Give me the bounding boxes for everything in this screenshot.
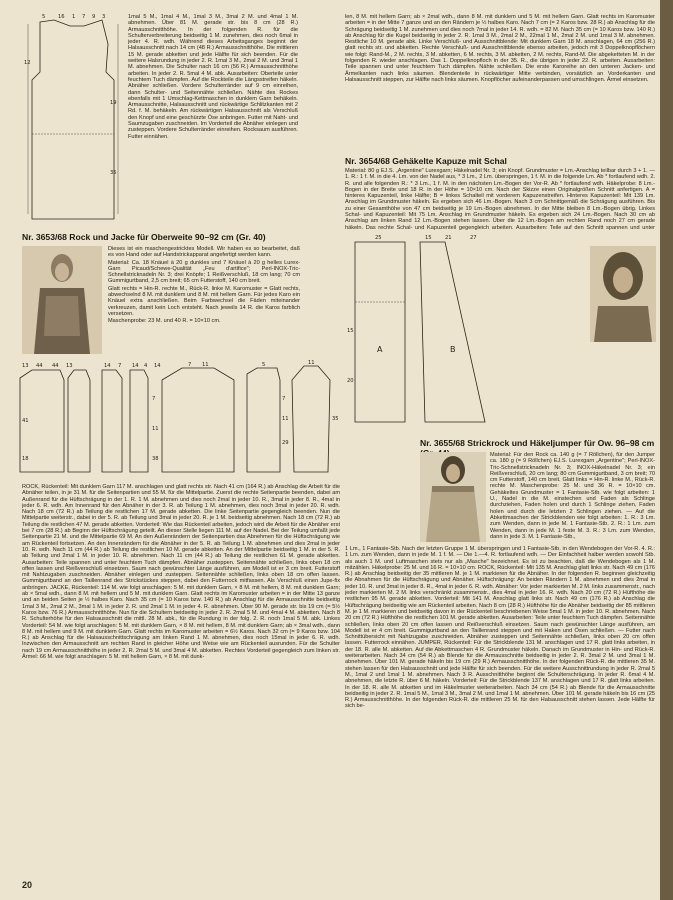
pullover-heading: Nr. 3655/68 Strickrock und Häkeljumper für Ow. 96–98 cm (420, 438, 655, 448)
lower-right-label-3: 29 (282, 440, 289, 446)
left-model-heading: Nr. 3653/68 Rock und Jacke für Oberweite 90–92 cm (Gr. 40) (22, 232, 266, 242)
hood-text: Material: 80 g EJ.S. „Argentine" Lurexgarn; Häkelnadel Nr. 3; ein Knopf. Grundmuster = Lm.-Anschlag teilbar durch 3 + 1. — 1. R.: 1 f. M. in die 4. Lm. von der Nadel aus, * 3 Lm., 2 Lm. überspringen, 1 f. M. in die folgende Lm. Ab * fortlaufend wdh. 2. R. und alle folgenden R.: * 3 Lm., 1 f. M. in den nächsten Lm.-Bogen der Vor-R. Ab * fortlaufend wdh. Häkelprobe: 8 Lm.-Bogen in der Breite und 18 R. in der Höhe = 10×10 cm. Nach der Skizze einen Originalgrößen Schnitt anfertigen. A = hinteres Kapuzenteil, linke Hälfte; B = linkes Schalteil mit vorderem Kapuzenstreifen. Hinteres Kapuzenteil: Mit 139 Lm. Anschlag im Grundmuster häkeln. Es ergeben sich 46 Lm.-Bogen. Nach 3 cm Schnittgemäß die Schrägung ausführen. Bis zu einer Gesamthöhe von 47 cm beidseitig je 19 Lm.-Bogen abnehmen. In der Mitte bleiben 8 Lm.-Bogen übrig. Linkes Schal- und Kapuzenteil: Mit 75 Lm. Anschlag im Grundmuster häkeln. Es ergeben sich 24 Lm.-Bogen. Nach 30 cm ab Anschlag am linken Rand 12 Lm.-Bogen stehen lassen. Über die 12 Lm.-Bogen am rechten Rand noch 27 cm gerade häkeln. Das rechte Schal- und Kapuzenteil gegengleich arbeiten. Ausarbeiten: Teile auf den Schnitt spannen und unter (345, 168, 655, 230)
diag-top-label-3: 1 (72, 14, 76, 20)
sleeve-label-4: 11 (308, 360, 315, 366)
top-left-text-column (128, 14, 298, 230)
pullover-intro-column (490, 452, 655, 544)
sleeve-label-3: 5 (262, 362, 266, 368)
left-bottom-text-column (22, 484, 340, 872)
left-model-text-column (108, 246, 300, 358)
diag-top-label-6: 3 (102, 14, 106, 20)
hood-diagram (345, 232, 495, 432)
skirt-mid-label-3: 14 (132, 363, 139, 369)
skirt-mid-label-4: 4 (144, 363, 148, 369)
top-pattern-diagram (22, 14, 122, 224)
diag-top-label-2: 16 (58, 14, 65, 20)
lower-mid-label-1: 7 (152, 396, 156, 402)
skirt-mid-label-2: 7 (118, 363, 122, 369)
hood-dim-1: 25 (375, 235, 382, 241)
left-model-pattern: Glatt rechts = Hin-R. rechte M., Rück-R. linke M. Karomuster = Glatt rechts, abwechselnd 8 M. mit dunklem und 8 M. mit hellem Garn. Für jedes Karo ein Knäuel extra anschließen. Beim Farbwechsel die Fäden miteinander verkreuzen, damit kein Loch entsteht. Nach jeweils 14 R. die Karos farblich versetzen. (108, 285, 300, 317)
diag-top-label-5: 9 (92, 14, 96, 20)
top-left-text: 1mal 5 M., 1mal 4 M., 1mal 3 M., 3mal 2 M. und 4mal 1 M. abnehmen. Über 81 M. gerade str. bis 8 cm (28 R.) Armausschnitthöhe. In der folgenden R. für die Schulterverbreiterung beidseitig 1 M. zunehmen, dies noch 6mal in jeder 4. R. wdh. Während dieses Arbeitsganges beginnt der Halsausschnitt nach 14 cm (48 R.) Armausschnitthöhe. Die mittleren 15 M. gerade abketten und jede Hälfte für sich beenden. Für die weitere Halsrundung in jeder 2. R. 1mal 3 M., 2mal 2 M. und 3mal 1 M. abnehmen. Die Schulter nach 16 cm (56 R.) Armausschnitthöhe arbeiten. In jeder 2. R. 5mal 4 M. abk. Ausarbeiten: Oberteile unter feuchtem Tuch dämpfen. Auf die Rockteile die Längsstreifen häkeln. Abnäher schließen. Vordere Schulterränder auf 9 cm einreihen, dann Schulter- und Seitennähte schließen. Nähte des Rockes ebenfalls mit 1 Umschlag-Kettmaschen in dunklem Garn behäkeln. Armausschnitte, Halsausschnitt und rückwärtige Schlitzkanten mit 2 Rd. f. M. behäkeln. Am rückwärtigen Halsausschnitt als Verschluß den Knopf und eine geschürzte Öse anbringen. Futter mit Naht- und Saumzugaben zuschneiden. Im Vorderteil die Abnäher einlegen und zusteppen. Vordere Schulterränder einreihen. Rocksaum ausführen. Futter einnähen. (128, 14, 298, 140)
left-model-heading-block (22, 232, 302, 242)
hood-dim-2: 15 (425, 235, 432, 241)
hood-part-a: A (377, 345, 383, 354)
diag-top-label-1: 5 (42, 14, 46, 20)
pullover-text: 1 Lm., 1 Fantasie-Stb. Nach der letzten Gruppe 1 M. überspringen und 1 Fantasie-Stb. in den Wendebogen der Vor-R. 4. R.: 1 Lm. zum Wenden, dann in jede M. 1 f. M. — Die 1.—4. R. fortlaufend wdh. — Der Einfachheit halber werden sowohl Stb. als auch 1 M. und Luftmaschen stets nur als „Masche" bezeichnet. Es ist zu beachten, daß die Wendebogen als 1 M. mitzählen. Häkelprobe: 25 M. und 16 R. = 10×10 cm. ROCK, Rückenteil: Mit 135 M. Anschlag glatt links str. Nach 49 cm (176 R.) ab Anschlag beidseitig der 35 mittleren M. je 1 M. markieren für die Abnäher. In der folgenden R. beginnen gleichzeitig die Abnahmen für die Hüftschrägung und Abnäher. Hüftschrägung: An beiden Rändern 1 M. abnehmen und dies 2mal in jeder 10. R. und 3mal in jeder 8. R., 4mal in jeder 6. R. wdh. Abnäher: Vor jeder markierten M. 2 M. links zusammenstr., nach jeder markierten M. 2 M. links verschränkt zusammenstr., dies 4mal in jeder 16. R. wdh. Nach 20 cm (72 R.) Hüfthöhe die restlichen 95 M. gerade abketten. Vorderteil: Mit 141 M. Anschlag glatt links str. Nach 49 cm (176 R.) ab Anschlag die Hüftschrägung beidseitig wie am Rückenteil arbeiten. Nach 8 cm (28 R.) Hüfthöhe für die Abnäher beidseitig der 85 mittleren M. je 1 M. markieren und beidseitig davon in der Rückenteil beschriebenen Weise 5mal 1 M. in jeder 10. R. abnehmen. Nach 20 cm (72 R.) Hüfthöhe die restlichen 101 M. gerade abketten. Ausarbeiten: Teile unter feuchtem Tuch dämpfen. Seitennähte schließen, links oben 20 cm offen lassen und Reißverschluß einsetzen. Saum nach gewünschter Länge ausführen, am Modell ist er 4 cm breit. Gummigurtband an den Taillenrand steppen und mit Haken und Ösen schließen. — Futter nach Schnittübersicht mit Nahtzugabe zuschneiden. Abnäher zusteppen und Seitennähte schließen, links oben 20 cm offen lassen. Futterrock einnähen. JUMPER, Rückenteil: Für die Strickblende 131 M. anschlagen und 17 R. glatt links arbeiten, in der 18. R. alle M. abketten. Auf die Abkettmaschen 4 R. Grundmuster häkeln. Danach im Grundmuster in Hin- und Rück-R. weiterarbeiten. Nach 34 cm (54 R.) ab Blende für die Armausschnitte beidseitig in jeder 2. R. 3mal 2 M. und 3mal 1 M. abnehmen. Über 101 M. gerade häkeln bis 19 cm (29 R.) Armausschnitthöhe. In der folgenden Rück-R. die mittleren 35 M. stehen lassen für den Halsausschnitt und jede Hälfte für sich beenden. Für die weitere Ausschnittrundung in jeder R. 2mal 5 M., 1mal 2 und 1mal 1 M. abnehmen. Nach 3 R. Ausschnitthöhe beginnt die Schulterschrägung. In jeder R. 6mal 4 M. abnehmen, die letzte R. über 6 M. häkeln. Vorderteil: Für die Strickblende 137 M. anschlagen und 17 R. glatt links arbeiten. In der 18. R. alle M. abketten und im Häkelmuster weiterarbeiten. Nach 34 cm (54 R.) ab Blende für die Armausschnitte beidseitig in jeder 2. R. 1mal 5 M., 1mal 3 M., 3mal 2 M. und 1mal 1 M. abnehmen. Über 101 M. gerade häkeln bis 16 cm (25 R.) Armausschnitthöhe. In der folgenden Rück-R. die mittleren 25 M. für den Halsausschnitt stehen lassen. Jede Hälfte für sich be- (345, 546, 655, 710)
page-edge-shadow (660, 0, 673, 900)
hood-part-b: B (450, 345, 456, 354)
right-top-text: len, 8 M. mit hellem Garn; ab × 2mal wdh., dann 8 M. mit dunklem und 5 M. mit hellem Garn. Glatt rechts im Karomuster arbeiten = in der Mitte 7 ganze und an den Rändern je ½ halbes Karo. Nach 7 cm (= 2 Karos bzw. 28 R.) ab Anschlag für die Schrägung beidseitig 1 M. zunehmen und dies noch 7mal in jeder 14. R. wdh. = 82 M. Nach 35 cm (= 10 Karos bzw. 140 R.) ab Anschlag für die Kugel beidseitig in jeder 2. R. 1mal 3 M., 2mal 2 M., 22mal 1 M., 2mal 2 M. und 1mal 3 M. abnehmen. Restliche 10 M. gerade abk. Linke Verschluß- und Ausschnittblende: Mit dunklem Garn 18 M. anschlagen, 64 cm (256 R.) glatt rechts str. und abketten. Rechte Verschluß- und Ausschnittblende ebenso arbeiten, jedoch mit 3 Doppelknopflöchern wie folgt: Rand-M., 2 M. rechts, 3 M. abketten, 6 M. rechts, 3 M. abketten, 2 M. rechts, Rand-M. Die abgeketteten M. in der folgenden R. wieder anschlagen. Das 1. Doppelknopfloch in der 35. R., die übrigen in jeder 22. R. arbeiten. Ausarbeiten: Teile spannen und unter feuchtem Tuch dämpfen. Nähte schließen. Die erste Karoreihe an den unteren Jacken- und Ärmelkanten nach links säumen. Blendenteile in rückwärtiger Mitte verbinden, vorsätzlich an Vorderkanten und Halsausschnitt steppen, zur Hälfte nach links säumen. Knopflöcher aufeinanderpassen und umschlingen. Ärmel einsetzen. (345, 14, 655, 83)
lower-right-label-1: 7 (282, 396, 286, 402)
model-photo-1 (22, 246, 102, 354)
hood-dim-3: 21 (445, 235, 452, 241)
sleeve-label-1: 7 (188, 362, 192, 368)
right-top-text-column (345, 14, 655, 152)
skirt-top-label-2: 44 (36, 363, 43, 369)
diag-side-label-1: 12 (24, 60, 31, 66)
diag-side-label-3: 35 (110, 170, 117, 176)
skirt-mid-label-1: 14 (104, 363, 111, 369)
left-model-gauge: Maschenprobe: 23 M. und 40 R. = 10×10 cm. (108, 318, 221, 325)
diag-top-label-4: 7 (82, 14, 86, 20)
diag-side-label-2: 19 (110, 100, 117, 106)
pullover-intro: Material: Für den Rock ca. 140 g (= 7 Röllchen), für den Jumper ca. 180 g (= 9 Röllchen) EJ.S. Lurexgarn „Argentine"; Perl-INOX-Tric-Schnellstricknadeln Nr. 3; INOX-Häkelnadel Nr. 3; ein Reißverschluß, 20 cm lang; 80 cm Gummigurtband, 3 cm breit; 70 cm Futterstoff, 140 cm breit. Glatt links = Hin-R. linke M., Rück-R. rechte M. Maschenprobe: 25 M. und 36 R. = 10×10 cm. Gehäkeltes Grundmuster = 1 Fantasie-Stb. wie folgt arbeiten: 1 U., Nadel in die M. einstechen und Faden als Schlinge durchziehen, Faden holen und durch 1 Schlinge ziehen, Faden holen und durch die letzten 2 Schlingen ziehen. — Auf die Abkettmaschen der Strickblenden wie folgt arbeiten: 1. R.: 3 Lm. zum Wenden, dann in jede M. 1 Fantasie-Stb. 2. R.: 1 Lm. zum Wenden, dann in jede M. 1 feste M. 3. R.: 3 Lm. zum Wenden, dann in jede 3. M. 1 Fantasie-Stb., (490, 452, 655, 540)
skirt-top-label-4: 13 (66, 363, 73, 369)
page-number: 20 (22, 880, 33, 890)
lower-right-label-4: 35 (332, 416, 339, 422)
left-model-material: Material: Ca. 18 Knäuel à 20 g dunkles und 7 Knäuel à 20 g helles Lurex-Garn Picaud/Schewe-Qualität „Feu d'artifice"; Perl-INOX-Tric-Schnellstricknadeln Nr. 3; drei Knöpfe; 1 Reißverschluß, 18 cm lang; 70 cm Gummigurtband, 2,5 cm breit; 65 cm Futterstoff, 140 cm breit. (108, 259, 300, 285)
skirt-top-label-1: 13 (22, 363, 29, 369)
hood-side-1: 15 (347, 328, 354, 334)
model-photo-2 (590, 246, 656, 342)
hood-text-column (345, 168, 655, 230)
lower-left-label-1: 41 (22, 418, 29, 424)
left-model-intro: Dieses ist ein maschengestricktes Modell. Wir haben es so bearbeitet, daß es von Hand oder auf Handstrickapparat angefertigt werden kann. (108, 246, 300, 259)
sleeve-label-2: 11 (202, 362, 209, 368)
left-bottom-text: ROCK, Rückenteil: Mit dunklem Garn 117 M. anschlagen und glatt rechts str. Nach 41 cm (164 R.) ab Anschlag die Arbeit für die Abnäher teilen, in je 31 M. für die Seitenpartien und 55 M. für die Mittelpartie. Zuerst die rechte Seitenpartie beenden, dabei am Außenrand für die Hüftschrägung in der 1. R. 1 M. abnehmen und dies noch 2mal in jeder 10. R., 3mal in jeder 8. R., 4mal in jeder 6. R. wdh. Am Innenrand für den Abnäher in der 3. R. ab Teilung 1 M. abnehmen, dies noch 3mal in jeder 20. R. wdh. Nach 18 cm (72 R.) ab Teilung die restlichen 17 M. gerade abketten. Die linke Seitenpartie gegengleich beenden. Nun die Mittelpartie weiterstr., dabei in der 5. R. ab Teilung und 3mal in jeder 20. R. je 1 M. beidseitig abnehmen. Nach 18 cm (72 R.) ab Teilung die restlichen 47 M. gerade abketten. Vorderteil: Wie das Rückenteil arbeiten, jedoch wird die Arbeit für die Abnäher erst bei 7 cm (28 R.) ab Beginn der Hüftschrägung geteilt. An dieser Stelle liegen 111 M. auf der Nadel. Bei der Teilung umfaßt jede Seitenpartie 21 M. und die Mittelpartie 69 M. An den Außenrändern der Seitenpartien das Abnehmen für die Hüftschrägung wie am Rückenteil fortsetzen. An den Innenrändern für die Abnäher in der 5. R. ab Teilung 1 M. abnehmen und dies 2mal in jeder 10. R. wdh. Nach 11 cm (44 R.) ab Teilung die restlichen 10 M. gerade abketten. An der Mittelpartie beidseitig 1 M. in der 5. R. ab Teilung und 2mal 1 M. in jeder 10. R. abnehmen. Nach 11 cm (44 R.) ab Teilung die restlichen 61 M. gerade abketten. Ausarbeiten: Teile spannen und unter feuchtem Tuch dämpfen. Abnäher zusteppen. Seitennähte schließen, links oben 18 cm offen lassen und Reißverschluß einsetzen. Saum nach gewünschter Länge ausführen, am Modell ist er 3 cm breit. Futterstoff mit Nahtzugaben zuschneiden. Abnäher einlegen und zusteppen. Seitennähte schließen, links oben 18 cm offen lassen. Gummigurtband an den Taillenrand des Strickstückes steppen, dabei den Futterrock mitfassen. Als Verschluß einen Jupe-fix anbringen. JACKE, Rückenteil: 114 M. wie folgt anschlagen: 5 M. mit dunklem Garn, × 8 M. mit hellem, 8 M. mit dunklem Garn; ab × 5mal wdh., dann 8 M. mit hellem und 5 M. mit dunklem Garn. Glatt rechts im Karomuster arbeiten = in der Mitte 13 ganze und an beiden Seiten je ½ halbes Karo. Nach 35 cm (= 10 Karos bzw. 140 R.) ab Anschlag für die Armausschnitte beidseitig 1mal 3 M., 2mal 2 M., 3mal 1 M. in jeder 2. R. und 2mal 1 M. in jeder 4. R. abnehmen. Über 90 M. gerade str. bis 19 cm (= 5½ Karos bzw. 76 R.) Armausschnitthöhe. Nun für die Schultern beidseitig in jeder 2. R. 2mal 5 M. und 4mal 4 M. abketten. Nach 8 R. Schulterhöhe für den Halsausschnitt die mittl. 28 M. abk., für die Rundung in der folg. 2. R. noch 1mal 5 M. abk. Linkes Vorderteil: 54 M. wie folgt anschlagen: 5 M. mit dunklem Garn, × 8 M. mit hellem, 8 M. mit dunklem Garn; ab × 3mal wdh., dann 8 M. mit hellem und 9 M. mit dunklem Garn. Glatt rechts im Karomuster arbeiten = 6½ Karos. Nach 32 cm (= 9 Karos bzw. 104 R.) ab Anschlag für die Halsausschnittschrägung am linken Rand 1 M. abnehmen, dies noch 15mal in jeder 6. R. wdh. Inzwischen den Armausschnitt am rechten Rand in gleicher Höhe und Weise wie am Rückenteil ausrunden. Für die Schulter nach 19 cm Armausschnitthöhe in jeder 2. R. 2mal 5 M. und 3mal 4 M. abketten. Rechtes Vorderteil gegengleich zum linken str. Ärmel: 66 M. wie folgt anschlagen: 5 M. mit hellem Garn, × 8 M. mit dunk- (22, 484, 340, 661)
lower-mid-label-3: 38 (152, 456, 159, 462)
hood-heading: Nr. 3654/68 Gehäkelte Kapuze mit Schal (345, 156, 507, 166)
hood-heading-block (345, 156, 655, 166)
skirt-jacket-diagrams (12, 360, 342, 480)
pullover-text-column (345, 546, 655, 876)
lower-left-label-2: 18 (22, 456, 29, 462)
lower-right-label-2: 11 (282, 416, 289, 422)
hood-side-2: 20 (347, 378, 354, 384)
model-photo-3 (420, 452, 486, 542)
lower-mid-label-2: 11 (152, 426, 159, 432)
skirt-mid-label-5: 14 (154, 363, 161, 369)
hood-dim-4: 27 (470, 235, 477, 241)
skirt-top-label-3: 44 (52, 363, 59, 369)
